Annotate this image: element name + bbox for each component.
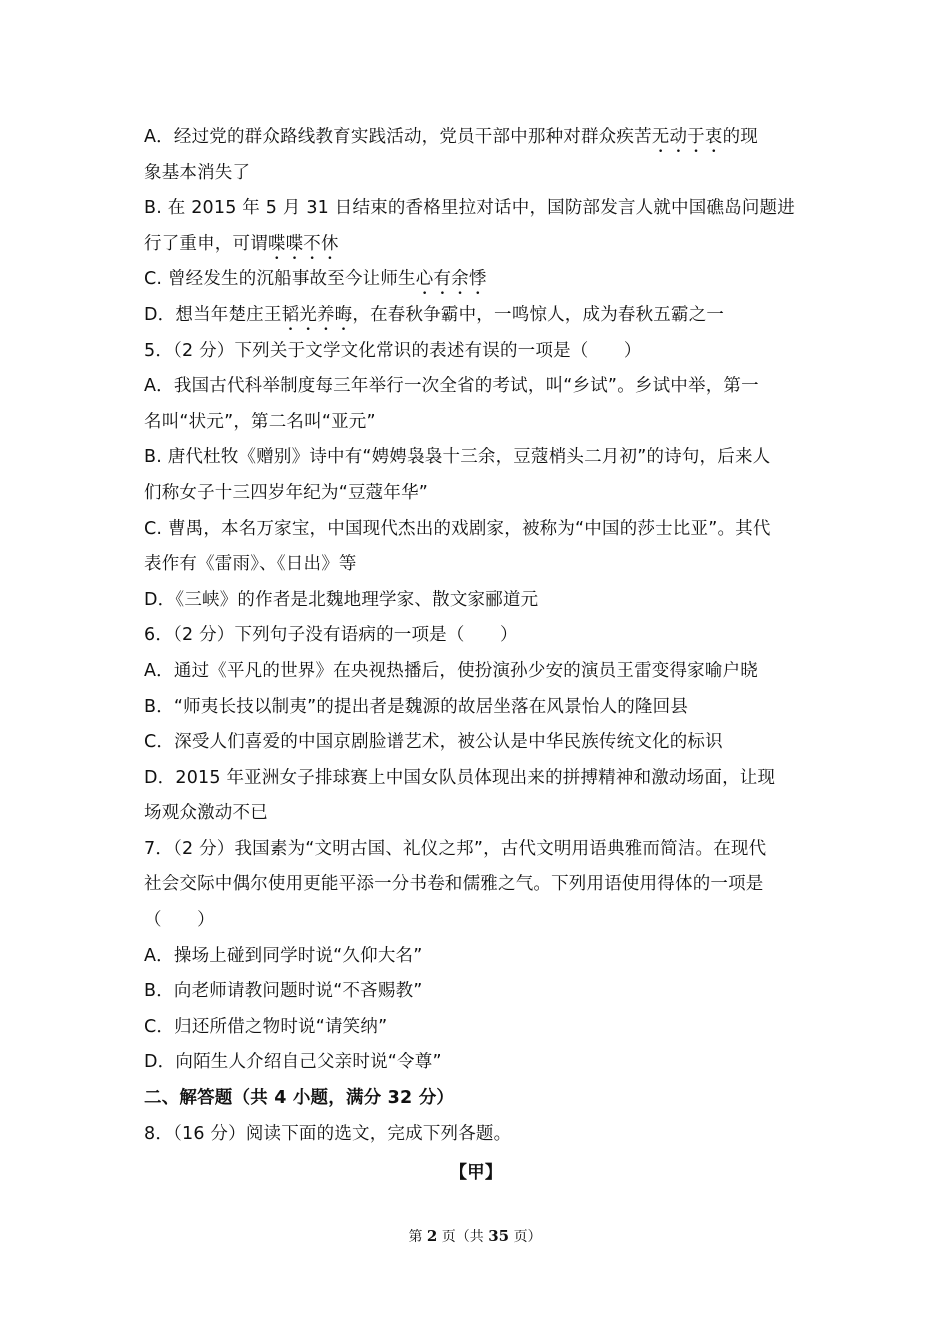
- q6-option-d-line-1: D．2015 年亚洲女子排球赛上中国女队员体现出来的拼搏精神和激动场面，让现: [144, 767, 776, 788]
- q8-subheading: 【甲】: [449, 1163, 503, 1184]
- section-2-heading: 二、解答题（共 4 小题，满分 32 分）: [144, 1088, 455, 1109]
- page-content: [144, 120, 808, 1192]
- q4-option-c-text: C. 曾经发生的沉船事故至今让师生: [144, 269, 416, 290]
- q5-stem: 5．（2 分）下列关于文学文化常识的表述有误的一项是（ ）: [144, 340, 642, 361]
- q6-option-a: A．通过《平凡的世界》在央视热播后，使扮演孙少安的演员王雷变得家喻户晓: [144, 660, 758, 681]
- q4-option-a-text: A．经过党的群众路线教育实践活动，党员干部中那种对群众疾苦: [144, 127, 652, 147]
- q8-stem: 8．（16 分）阅读下面的选文，完成下列各题。: [144, 1123, 512, 1144]
- q5-option-b-line-2: 们称女子十三四岁年纪为“豆蔻年华”: [144, 482, 429, 503]
- q4-option-d-emphasized-idiom: 韬光养晦: [281, 304, 353, 325]
- page-footer: [0, 1226, 950, 1246]
- q5-option-a-line-2: 名叫“状元”，第二名叫“亚元”: [144, 411, 376, 432]
- footer-total-pages: 35: [488, 1227, 510, 1245]
- q4-option-b-text: 行了重申，可谓: [144, 233, 268, 254]
- q7-stem-line-2: 社会交际中偶尔使用更能平添一分书卷和儒雅之气。下列用语使用得体的一项是: [144, 874, 764, 895]
- q4-option-c: [144, 262, 808, 298]
- q4-option-a-line-2: 象基本消失了: [144, 162, 251, 183]
- footer-page-number: 2: [426, 1227, 438, 1245]
- q5-option-c-line-1: C. 曹禺，本名万家宝，中国现代杰出的戏剧家，被称为“中国的莎士比亚”。其代: [144, 518, 771, 539]
- q4-option-a-line-1: [144, 120, 808, 156]
- q6-option-b: B．“师夷长技以制夷”的提出者是魏源的故居坐落在风景怡人的隆回县: [144, 696, 689, 717]
- q4-option-b-emphasized-idiom: 喋喋不休: [267, 233, 339, 254]
- q4-option-d: [144, 298, 808, 334]
- footer-middle: 页（共: [441, 1229, 484, 1245]
- q5-option-b-line-1: B. 唐代杜牧《赠别》诗中有“娉娉袅袅十三余，豆蔻梢头二月初”的诗句，后来人: [144, 447, 771, 468]
- q4-option-b-line-1: B. 在 2015 年 5 月 31 日结束的香格里拉对话中，国防部发言人就中国礁岛问题进: [144, 198, 795, 219]
- footer-suffix: 页）: [513, 1229, 542, 1245]
- q4-option-d-text: D．想当年楚庄王: [144, 304, 282, 325]
- q5-option-c-line-2: 表作有《雷雨》、《日出》等: [144, 554, 357, 575]
- q7-option-a: A．操场上碰到同学时说“久仰大名”: [144, 945, 423, 966]
- q6-stem: 6．（2 分）下列句子没有语病的一项是（ ）: [144, 625, 518, 646]
- q6-option-c: C．深受人们喜爱的中国京剧脸谱艺术，被公认是中华民族传统文化的标识: [144, 732, 723, 753]
- q7-option-d: D．向陌生人介绍自己父亲时说“令尊”: [144, 1052, 442, 1073]
- q4-option-c-emphasized-idiom: 心有余悸: [415, 269, 487, 290]
- q4-option-a-emphasized-idiom: 无动于衷: [651, 127, 723, 147]
- q7-option-c: C．归还所借之物时说“请笑纳”: [144, 1016, 388, 1037]
- q4-option-d-text-tail: ，在春秋争霸中，一鸣惊人，成为春秋五霸之一: [352, 304, 725, 325]
- q6-option-d-line-2: 场观众激动不已: [144, 803, 268, 824]
- q5-option-d: D．《三峡》的作者是北魏地理学家、散文家郦道元: [144, 589, 539, 610]
- footer-prefix: 第: [408, 1229, 423, 1245]
- q7-stem-line-1: 7．（2 分）我国素为“文明古国、礼仪之邦”，古代文明用语典雅而简洁。在现代: [144, 838, 767, 859]
- q4-option-b-line-2: [144, 227, 808, 263]
- q7-option-b: B．向老师请教问题时说“不吝赐教”: [144, 981, 423, 1002]
- q7-stem-line-3: （ ）: [144, 910, 215, 931]
- q5-option-a-line-1: A．我国古代科举制度每三年举行一次全省的考试，叫“乡试”。乡试中举，第一: [144, 376, 759, 397]
- q4-option-a-text-tail: 的现: [722, 127, 758, 147]
